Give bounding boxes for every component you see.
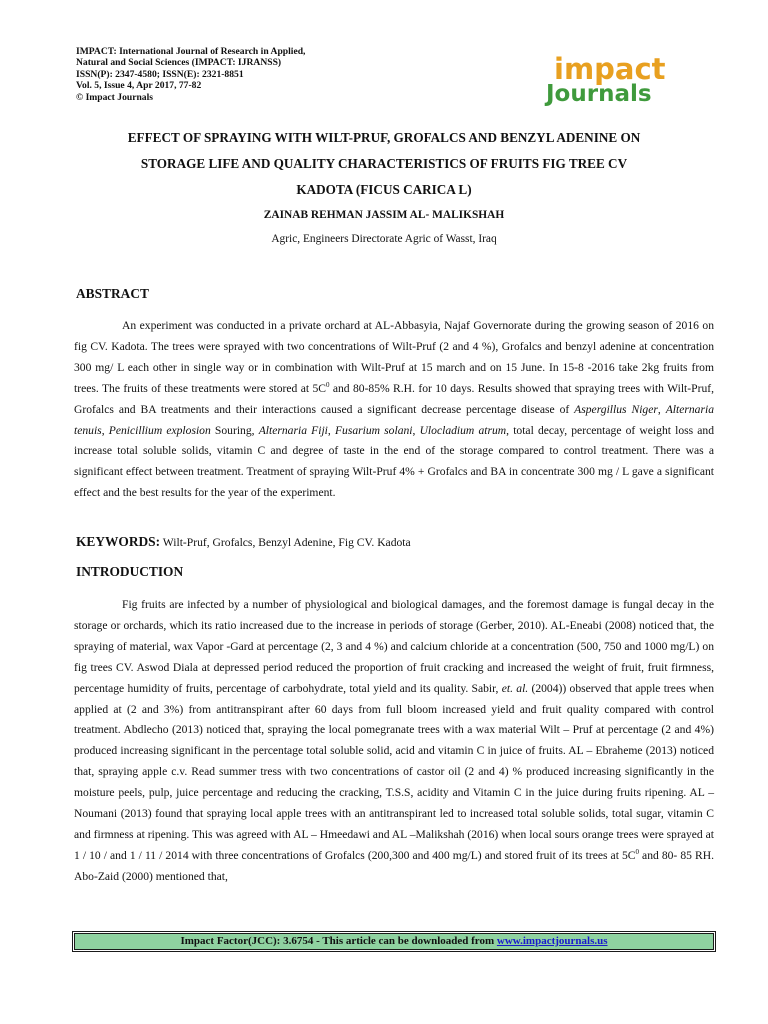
logo-word-bottom: Journals [546, 81, 652, 106]
degree-superscript: 0 [635, 848, 639, 857]
abstract-heading: ABSTRACT [76, 286, 149, 301]
logo-graphic [540, 50, 712, 106]
impact-journals-logo [540, 50, 712, 106]
abstract-paragraph [74, 316, 714, 504]
author-affiliation: Agric, Engineers Directorate Agric of Wasst, Iraq [271, 233, 497, 245]
footer-bar [74, 933, 714, 950]
abstract-text-1: An experiment was conducted in a private orchard at AL-Abbasyia, Najaf Governorate during the growing season of 2016 on fig CV. Kadota. The trees were sprayed with two concentrations of Wilt-Pruf (2 and 4 %), Grofalcs and benzyl adenine at concentration 300 mg/ L each other in single way or in combination with Wilt-Pruf at 15 march and on 15 June. In 15-8 -2016 take 2kg fruits from trees. The fruits of these treatments were stored at 5C [74, 319, 714, 395]
journal-name-line2: Natural and Social Sciences (IMPACT: IJRANSS) [76, 57, 282, 69]
journal-website-link[interactable]: www.impactjournals.us [496, 935, 608, 947]
species-ulocladium: Ulocladium atrum [419, 423, 507, 437]
sep: , [412, 423, 420, 437]
introduction-paragraph [74, 595, 714, 888]
sep: , [657, 402, 666, 416]
intro-text-3: and 80- 85 RH. Abo-Zaid (2000) mentioned that, [74, 848, 714, 883]
logo-word-top: impact [554, 52, 666, 86]
journal-copyright: © Impact Journals [76, 91, 153, 103]
sep: Souring, [210, 423, 259, 437]
journal-volume: Vol. 5, Issue 4, Apr 2017, 77-82 [76, 80, 202, 92]
abstract-text-3: , total decay, percentage of weight loss and increase total soluble solids, vitamin C and degree of taste in the end of the storage compared to control treatment. There was a significant effect between treatment. Treatment of spraying Wilt-Pruf 4% + Grofalcs and BA in concentrate 300 mg / L gave a significant effect and the best results for the year of the experiment. [74, 423, 715, 500]
species-alternaria-tenuis: Alternaria tenuis [74, 402, 714, 437]
species-alternaria-fiji: Alternaria Fiji [258, 423, 328, 437]
footer-text: Impact Factor(JCC): 3.6754 - This article can be downloaded from [180, 935, 497, 947]
intro-text-1: Fig fruits are infected by a number of physiological and biological damages, and the foremost damage is fungal decay in the storage or orchards, which its ratio increased due to the increase in periods of storage (Gerber, 2010). AL-Eneabi (2008) noticed that, the spraying of material, wax Vapor -Gard at percentage (2, 3 and 4 %) and calcium chloride at a concentration (500, 750 and 1000 mg/L) on fig trees CV. Aswod Diala at depressed period reduced the proportion of fruit cracking and increased the weight of fruit, fruit firmness, percentage humidity of fruits, percentage of carbohydrate, total yield and its quality. Sabir, [74, 598, 714, 695]
keywords-label: KEYWORDS: [76, 534, 161, 549]
keywords-line [76, 534, 411, 550]
author-name: ZAINAB REHMAN JASSIM AL- MALIKSHAH [263, 209, 505, 221]
paper-title [74, 125, 694, 203]
species-fusarium: Fusarium solani [334, 423, 413, 437]
journal-info [76, 46, 305, 103]
et-al: et. al. [501, 681, 529, 695]
sep: , [101, 423, 109, 437]
keywords-text: Wilt-Pruf, Grofalcs, Benzyl Adenine, Fig CV. Kadota [160, 536, 411, 549]
introduction-heading: INTRODUCTION [76, 564, 184, 579]
abstract-text-2: and 80-85% R.H. for 10 days [329, 381, 472, 395]
species-aspergillus: Aspergillus Niger [574, 402, 658, 416]
intro-text-2: (2004)) observed that apple trees when applied at (2 and 3%) from antitranspirant after 60 days from full bloom increased yield and fruit quality compared with control treatment. Abdlecho (2013) noticed that, spraying the local pomegranate trees with a wax material Wilt – Pruf at percentage (2 and 4%) produced increasing significant in the percentage total soluble solid, acid and vitamin C in juice of fruits. AL – Ebraheme (2013) noticed that, spraying apple c.v. Read summer tress with two concentrations of castor oil (2 and 4) % produced increasing significantly in the moisture peels, pulp, juice percentage and reducing the cracking, T.S.S, acidity and Vitamin C in the juice during fruits ripening. AL – Noumani (2013) found that spraying local apple trees with an antitranspirant led to increased total soluble solids, total sugar, vitamin C and firmness at ripening. This was agreed with AL – Hmeedawi and AL –Malikshah (2016) when local sours orange trees were sprayed at 1 / 10 / and 1 / 11 / 2014 with three concentrations of Grofalcs (200,300 and 400 mg/L) and stored fruit of its trees at 5C [74, 681, 714, 862]
journal-name-line1: IMPACT: International Journal of Research in Applied, [76, 46, 306, 57]
species-penicillium: Penicillium explosion [108, 423, 211, 437]
degree-superscript: 0 [325, 380, 330, 389]
title-line-2: STORAGE LIFE AND QUALITY CHARACTERISTICS OF FRUITS FIG TREE CV [140, 156, 628, 171]
journal-issn: ISSN(P): 2347-4580; ISSN(E): 2321-8851 [76, 68, 244, 80]
abstract-text-2b: . Results showed that spraying trees with Wilt-Pruf, Grofalcs and BA treatments and their interactions caused a significant decrease percentage disease of [74, 381, 715, 416]
sep: , [327, 423, 335, 437]
title-line-1: EFFECT OF SPRAYING WITH WILT-PRUF, GROFALCS AND BENZYL ADENINE ON [127, 130, 641, 145]
title-line-3: KADOTA (FICUS CARICA L) [296, 182, 472, 197]
